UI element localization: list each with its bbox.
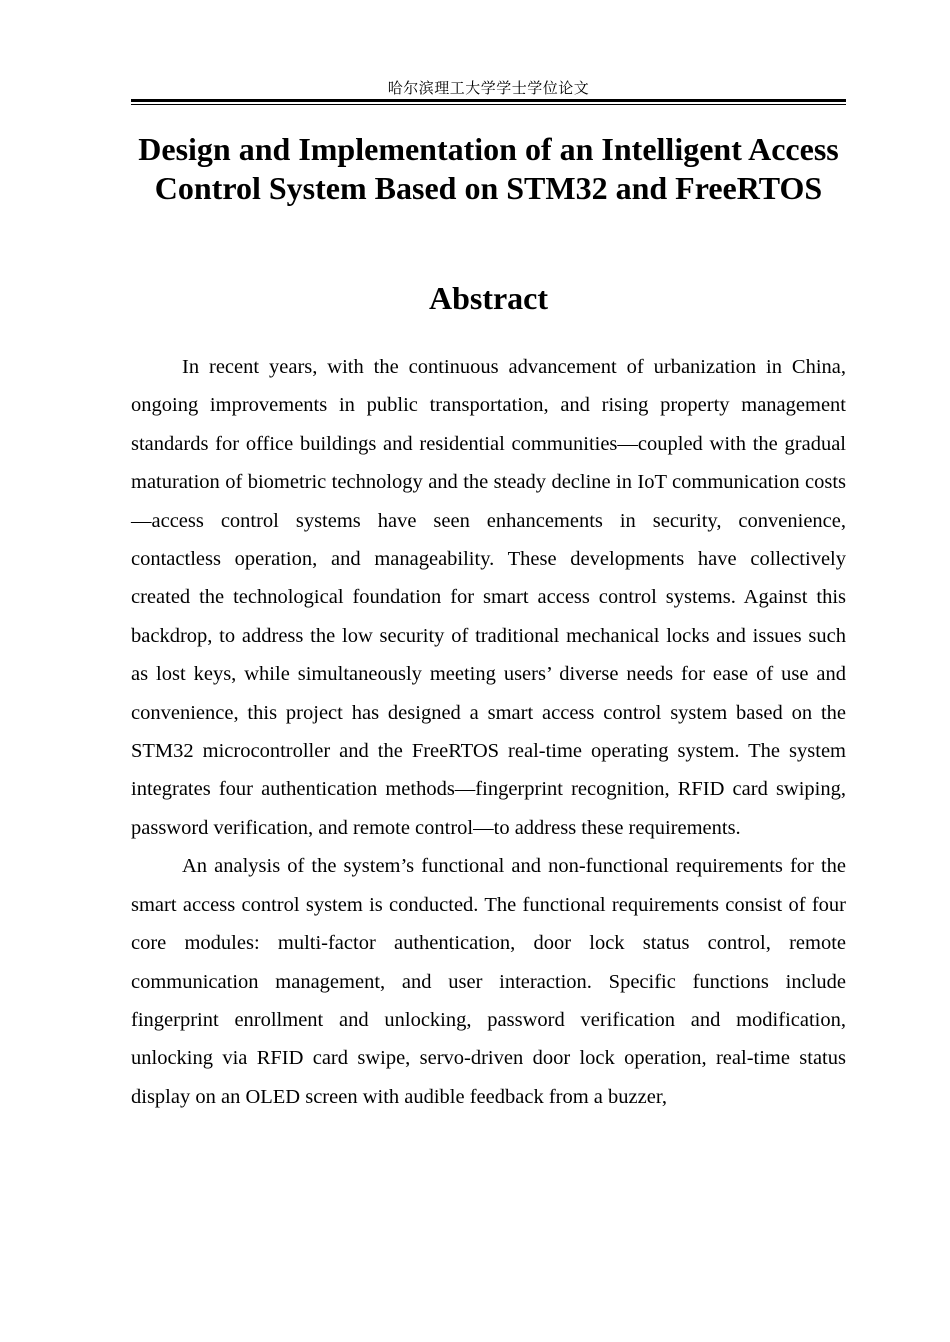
thesis-title: Design and Implementation of an Intelligent Access Control System Based on STM32 and FreeRTOS	[138, 131, 839, 206]
abstract-paragraph-2: An analysis of the system’s functional and non-functional requirements for the smart access control system is conducted. The functional requirements consist of four core modules: multi-factor authentication, door lock status control, remote communication management, and user interaction. Specific functions include fingerprint enrollment and unlocking, password verification and modification, unlocking via RFID card swipe, servo-driven door lock operation, real-time status display on an OLED screen with audible feedback from a buzzer,	[131, 855, 846, 1108]
abstract-heading: Abstract	[428, 280, 549, 316]
abstract-paragraph-1: In recent years, with the continuous advancement of urbanization in China, ongoing improvements in public transportation, and rising property management standards for office buildings and residential communities—coupled with the gradual maturation of biometric technology and the steady decline in IoT communication costs—access control systems have seen enhancements in security, convenience, contactless operation, and manageability. These developments have collectively created the technological foundation for smart access control systems. Against this backdrop, to address the low security of traditional mechanical locks and issues such as lost keys, while simultaneously meeting users’ diverse needs for ease of use and convenience, this project has designed a smart access control system based on the STM32 microcontroller and the FreeRTOS real-time operating system. The system integrates four authentication methods—fingerprint recognition, RFID card swiping, password verification, and remote control—to address these requirements.	[131, 356, 846, 839]
running-header: 哈尔滨理工大学学士学位论文	[387, 79, 590, 97]
header-rule-thin	[131, 104, 846, 105]
abstract-body	[131, 348, 846, 1116]
header-rule-thick	[131, 99, 846, 102]
